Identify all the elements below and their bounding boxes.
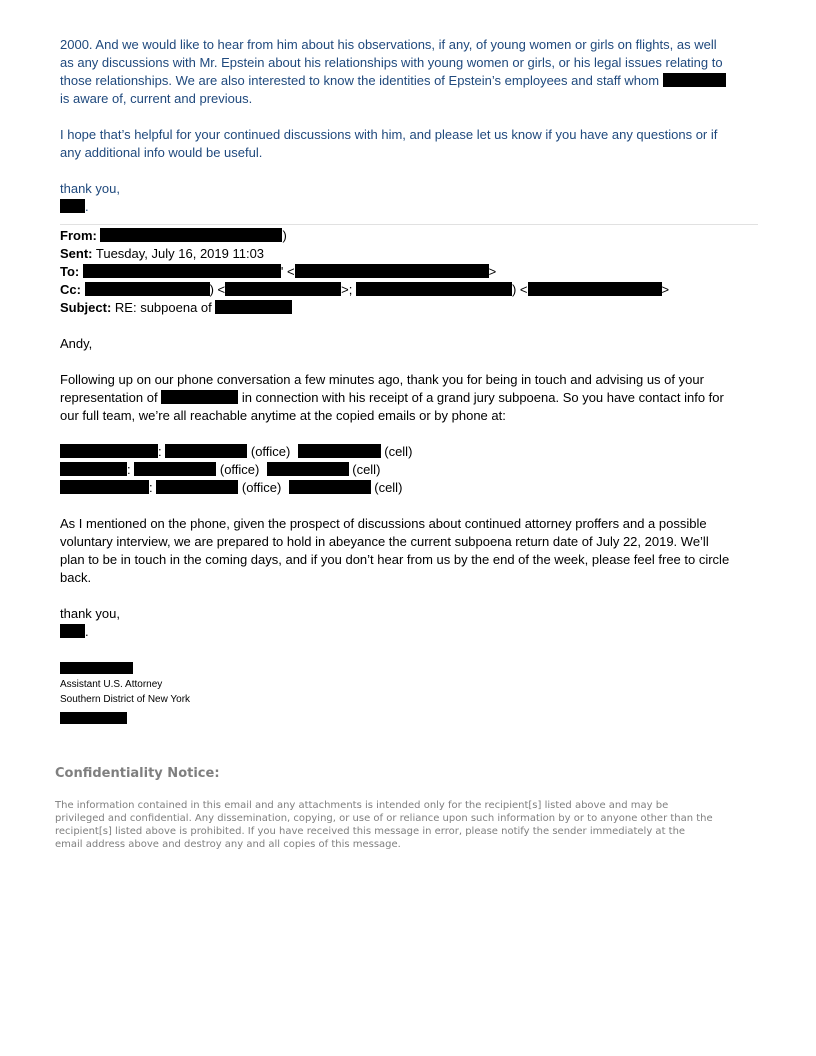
confidentiality-title: Confidentiality Notice: xyxy=(55,766,220,781)
redaction-block xyxy=(289,480,371,494)
redaction-block xyxy=(83,264,281,278)
redaction-block xyxy=(134,462,216,476)
cc-row xyxy=(60,281,760,299)
cc-punct: > xyxy=(661,282,670,297)
cc-punct: ) < xyxy=(209,282,226,297)
redaction-block xyxy=(215,300,292,314)
redaction-block xyxy=(161,390,238,404)
body2-line1: As I mentioned on the phone, given the prospect of discussions about continued attorney proffers and a possible xyxy=(60,516,707,531)
subject-value: RE: subpoena of xyxy=(114,300,212,315)
redaction-block xyxy=(100,228,282,242)
office-label: (office) xyxy=(241,480,282,495)
redaction-block xyxy=(663,73,726,87)
confidentiality-body xyxy=(55,799,765,851)
greeting: Andy, xyxy=(60,336,93,351)
subject-label: Subject: xyxy=(60,300,112,315)
contact-row: : (office) (cell) xyxy=(60,461,760,479)
office-label: (office) xyxy=(219,462,260,477)
signature-title: Assistant U.S. Attorney xyxy=(60,679,163,690)
redaction-block xyxy=(298,444,381,458)
body2-line4: back. xyxy=(60,570,92,585)
confidentiality-line: The information contained in this email and any attachments is intended only for the recipient[s] listed above and may be xyxy=(55,800,669,811)
contact-row: : (office) (cell) xyxy=(60,479,760,497)
prior-para2-line2: any additional info would be useful. xyxy=(60,145,263,160)
cc-label: Cc: xyxy=(60,282,81,297)
signoff-dot: . xyxy=(85,199,89,214)
signature-office: Southern District of New York xyxy=(60,694,191,705)
redaction-block xyxy=(356,282,512,296)
prior-signoff: thank you, xyxy=(60,181,120,196)
to-tail: > xyxy=(488,264,497,279)
to-row xyxy=(60,263,760,281)
body2-line3: plan to be in touch in the coming days, and if you don’t hear from us by the end of the week, please feel free to circle xyxy=(60,552,730,567)
office-label: (office) xyxy=(250,444,291,459)
cc-punct: ) < xyxy=(511,282,528,297)
cell-label: (cell) xyxy=(374,480,403,495)
confidentiality-line: privileged and confidential. Any dissemination, copying, or use of or reliance upon such information by or to anyone other than the xyxy=(55,813,713,824)
redaction-block xyxy=(60,444,158,458)
from-tail: ) xyxy=(282,228,287,243)
signoff-dot: . xyxy=(85,624,89,639)
cell-label: (cell) xyxy=(352,462,381,477)
prior-message xyxy=(60,36,760,216)
from-label: From: xyxy=(60,228,97,243)
redaction-block xyxy=(60,199,85,213)
email-header xyxy=(60,227,760,317)
cell-label: (cell) xyxy=(384,444,413,459)
signature-block xyxy=(60,659,760,727)
subject-row xyxy=(60,299,760,317)
redaction-block xyxy=(267,462,349,476)
body1-line2a: representation of xyxy=(60,390,158,405)
prior-para1-line4: is aware of, current and previous. xyxy=(60,91,253,106)
redaction-block xyxy=(225,282,341,296)
redaction-block xyxy=(156,480,238,494)
redaction-block xyxy=(528,282,662,296)
redaction-block xyxy=(295,264,489,278)
message-separator xyxy=(60,224,758,225)
message-body xyxy=(60,335,760,727)
prior-para1-line2: as any discussions with Mr. Epstein about his relationships with young women or girls, or his legal issues relating to xyxy=(60,55,723,70)
sent-label: Sent: xyxy=(60,246,93,261)
body1-line3: our full team, we’re all reachable anytime at the copied emails or by phone at: xyxy=(60,408,506,423)
prior-para1-line3: those relationships. We are also interested to know the identities of Epstein’s employees and staff whom xyxy=(60,73,660,88)
to-mid: ' < xyxy=(280,264,295,279)
sent-row xyxy=(60,245,760,263)
sent-value: Tuesday, July 16, 2019 11:03 xyxy=(95,246,265,261)
redaction-block xyxy=(60,480,149,494)
cc-punct: >; xyxy=(341,282,356,297)
body1-line2b: in connection with his receipt of a grand jury subpoena. So you have contact info for xyxy=(241,390,724,405)
contact-row: : (office) (cell) xyxy=(60,443,760,461)
confidentiality-line: recipient[s] listed above is prohibited. If you have received this message in error, please notify the sender immediately at the xyxy=(55,826,686,837)
prior-para1-line1: 2000. And we would like to hear from him about his observations, if any, of young women or girls on flights, as well xyxy=(60,37,717,52)
from-row xyxy=(60,227,760,245)
redaction-block xyxy=(60,712,127,724)
redaction-block xyxy=(60,462,127,476)
confidentiality-line: email address above and destroy any and all copies of this message. xyxy=(55,839,401,850)
redaction-block xyxy=(60,624,85,638)
body2-line2: voluntary interview, we are prepared to hold in abeyance the current subpoena return date of July 22, 2019. We’ll xyxy=(60,534,709,549)
redaction-block xyxy=(85,282,210,296)
prior-para2-line1: I hope that’s helpful for your continued discussions with him, and please let us know if you have any questions or if xyxy=(60,127,718,142)
body1-line1: Following up on our phone conversation a few minutes ago, thank you for being in touch and advising us of your xyxy=(60,372,704,387)
signoff: thank you, xyxy=(60,606,120,621)
redaction-block xyxy=(60,662,133,674)
redaction-block xyxy=(165,444,247,458)
to-label: To: xyxy=(60,264,80,279)
email-document xyxy=(60,36,760,727)
